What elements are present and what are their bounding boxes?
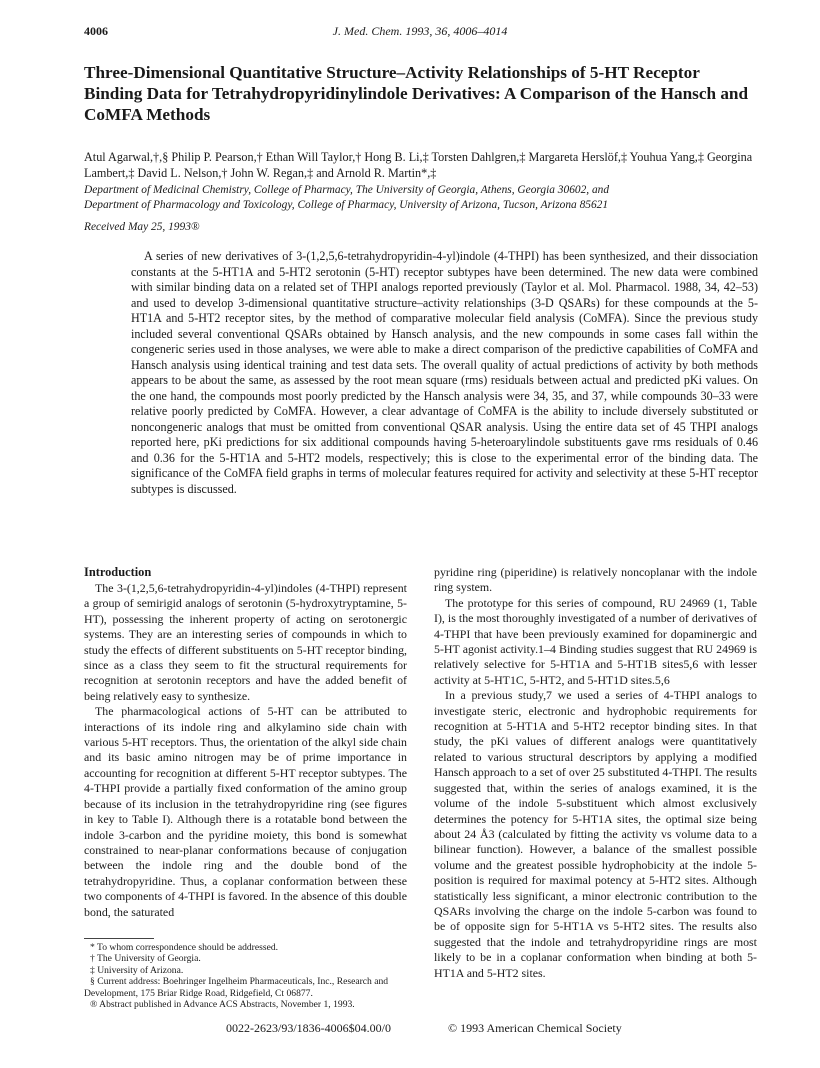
section-heading-introduction: Introduction: [84, 565, 152, 579]
affiliation-arizona: Department of Pharmacology and Toxicology, College of Pharmacy, University of Arizona, Tucson, Arizona 85621: [84, 199, 609, 211]
footnote-divider: [84, 938, 154, 939]
paragraph: pyridine ring (piperidine) is relatively noncoplanar with the indole ring system.: [434, 565, 757, 595]
footnote: ® Abstract published in Advance ACS Abstracts, November 1, 1993.: [90, 999, 355, 1011]
left-column: [84, 565, 407, 920]
article-code: 0022-2623/93/1836-4006$04.00/0: [226, 1021, 391, 1035]
footnote: † The University of Georgia.: [90, 953, 201, 965]
article-title: Three-Dimensional Quantitative Structure–Activity Relationships of 5-HT Receptor Binding Data for Tetrahydropyridinylindole Derivatives: A Comparison of the Hansch and CoMFA Methods: [84, 63, 749, 124]
abstract: A series of new derivatives of 3-(1,2,5,6-tetrahydropyridin-4-yl)indole (4-THPI) has been synthesized, and their dissociation constants at the 5-HT1A and 5-HT2 serotonin (5-HT) receptor subtypes have been determined. The new data were combined with similar binding data on a related set of THPI analogs reported previously (Taylor et al. Mol. Pharmacol. 1988, 34, 42–53) and used to develop 3-dimensional quantitative structure–activity relationships (3-D QSARs) for these compounds at the 5-HT1A and 5-HT2 receptor sites, by the method of comparative molecular field analysis (CoMFA). Since the previous study included several conventional QSARs obtained by Hansch analysis, and the new compounds in some cases fall within the congeneric series used in those analyses, we were able to make a direct comparison of the predictive capabilities of CoMFA and Hansch analysis using identical training and test data sets. The overall quality of actual predictions of activity by both methods appears to be about the same, as assessed by the root mean square (rms) residuals between actual and predicted pKi values. On the one hand, the compounds most poorly predicted by the Hansch analysis were 34, 35, and 37, while compounds 30–33 were relative poorly predicted by CoMFA. However, a clear advantage of CoMFA is the ability to include diversely substituted or noncongeneric analogs that must be omitted from conventional QSAR analysis. Using the entire data set of 45 THPI analogs reported here, pKi predictions for six additional compounds having 5-heteroarylindole substituents gave rms residuals of 0.46 and 0.36 for the 5-HT1A and 5-HT2 models, respectively; this is close to the experimental error of the binding data. The significance of the CoMFA field graphs in terms of molecular features required for activity and selectivity at these 5-HT receptor subtypes is discussed.: [131, 249, 758, 496]
footnote: ‡ University of Arizona.: [90, 964, 184, 976]
footnote: § Current address: Boehringer Ingelheim Pharmaceuticals, Inc., Research and Development, 175 Briar Ridge Road, Ridgefield, Ct 06877.: [84, 976, 389, 999]
received-date: Received May 25, 1993®: [84, 221, 200, 233]
author-list: Atul Agarwal,†,§ Philip P. Pearson,† Ethan Will Taylor,† Hong B. Li,‡ Torsten Dahlgren,‡ Margareta Herslöf,‡ Youhua Yang,‡ Georgina Lambert,‡ David L. Nelson,† John W. Regan,‡ and Arnold R. Martin*,‡: [84, 150, 753, 180]
affiliations: [84, 183, 756, 213]
right-column: [434, 565, 757, 981]
paragraph: The prototype for this series of compound, RU 24969 (1, Table I), is the most thoroughly investigated of a number of derivatives of 4-THPI that have been previously examined for dopaminergic and 5-HT agonist activity.1–4 Binding studies suggest that RU 24969 is relatively selective for 5-HT1A and 5-HT1B sites5,6 with lesser activity at 5-HT1C, 5-HT2, and 5-HT1D sites.5,6: [434, 595, 757, 687]
page-number: 4006: [84, 24, 108, 38]
paragraph: The pharmacological actions of 5-HT can be attributed to interactions of its indole ring and alkylamino side chain with various 5-HT receptors. Thus, the orientation of the alkyl side chain and its basic amino nitrogen may be of prime importance in accounting for recognition at different 5-HT receptor subtypes. The 4-THPI provide a partially fixed conformation of the amino group because of its inclusion in the tetrahydropyridine ring (see figures in key to Table I). Although there is a rotatable bond between the indole 3-carbon and the pyridine moiety, this bond is somewhat constrained to near-planar conformations because of conjugation between the indole ring and the double bond of the tetrahydropyridine. Thus, a coplanar conformation between these two components of 4-THPI is favored. In the absence of this double bond, the saturated: [84, 704, 407, 919]
affiliation-georgia: Department of Medicinal Chemistry, College of Pharmacy, The University of Georgia, Athens, Georgia 30602, and: [84, 184, 610, 196]
copyright: © 1993 American Chemical Society: [448, 1021, 622, 1035]
paragraph: The 3-(1,2,5,6-tetrahydropyridin-4-yl)indoles (4-THPI) represent a group of semirigid analogs of serotonin (5-hydroxytryptamine, 5-HT), possessing the inherent property of acting on serotonergic systems. They are an interesting series of compounds in which to study the effects of different substituents on 5-HT receptor binding, since as a class they seem to fit the structural requirements for recognition at serotonin receptors and have the added benefit of being relatively easy to synthesize.: [84, 581, 407, 703]
running-header: [84, 24, 756, 40]
footnote: * To whom correspondence should be addressed.: [90, 942, 279, 953]
footnotes: [84, 942, 407, 1010]
paragraph: In a previous study,7 we used a series of 4-THPI analogs to investigate steric, electronic and hydrophobic requirements for recognition at 5-HT1A and 5-HT2 receptor binding sites. In that study, the pKi values of different analogs were quantitatively related to various structural descriptors by applying a modified Hansch approach to a set of over 25 substituted 4-THPI. The results suggested that, within the series of analogs examined, it is the volume of the indole 5-substituent which almost exclusively determines the potency for 5-HT1A sites, the optimal size being about 24 Å3 (calculated by fitting the activity vs volume data to a bilinear function). However, a balance of the smallest possible volume and the greatest possible hydrophobicity at the indole 5-position is required for maximal potency at 5-HT2 sites. Although statistically less significant, a minor electronic contribution to the QSARs involving the charge on the indole 5-carbon was found to be of opposite sign for 5-HT1A vs 5-HT2 sites. The results also suggested that the indole and tetrahydropyridine rings are most likely to be in a coplanar conformation when binding at both 5-HT1A and 5-HT2 sites.: [434, 688, 757, 980]
journal-citation: J. Med. Chem. 1993, 36, 4006–4014: [332, 24, 508, 38]
